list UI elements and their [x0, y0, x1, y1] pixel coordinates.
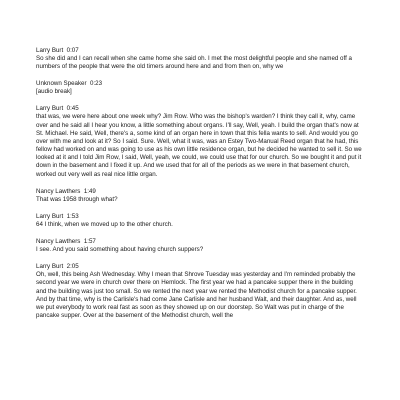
transcript-entry — [36, 188, 363, 204]
speaker-name: Larry Burt — [36, 263, 64, 271]
speaker-name: Larry Burt — [36, 105, 64, 113]
utterance-text: That was 1958 through what? — [36, 195, 118, 203]
speaker-line — [36, 47, 363, 55]
utterance-text: that was, we were here about one week why? Jim Row. Who was the bishop's warden? I think they call it, why, came over and he said all I hear you know, a little something about organs. I'll say, Well, yeah. I build the organ that's now at St. Michael. He said, Well, there's a, some kind of an organ here in town that this fella wants to sell. And would you go over with me and look at it? So I said. Sure. Well, what it was, was an Estey Two-Manual Reed organ that he had, this fellow had worked on and was going to use as his own little residence organ, but he decided he wanted to sell it. So we looked at it and I told Jim Row, I said, Well, yeah, we could, we could use that for our church. So we bought it and put it down in the basement and I fixed it up. And we used that for all of the periods as we were in that basement church, worked out very well as real nice little organ. — [36, 113, 362, 178]
timestamp: 1:53 — [66, 212, 79, 220]
utterance-text: [audio break] — [36, 88, 72, 96]
timestamp: 0:45 — [66, 105, 79, 113]
transcript-entry — [36, 238, 363, 254]
utterance-text: Oh, well, this being Ash Wednesday. Why I mean that Shrove Tuesday was yesterday and I'm reminded probably the second year we were in church over there on Hemlock. The first year we had a pancake supper there in the building and the building was just too small. So we rented the next year we rented the Methodist church for a pancake supper. And by that time, why is the Carlisle's had come Jane Carlisle and her husband Walt, and their daughter. And as, well we put everybody to work real fast as soon as they showed up on our doorstep. So Walt was put in charge of the pancake supper. Over at the basement of the Methodist church, well the — [36, 271, 357, 319]
timestamp: 2:05 — [66, 263, 79, 271]
transcript-entry — [36, 213, 363, 229]
timestamp: 1:49 — [83, 187, 96, 195]
speaker-name: Unknown Speaker — [36, 80, 87, 88]
transcript-entry — [36, 263, 363, 320]
utterance-text: 64 I think, when we moved up to the other church. — [36, 220, 173, 228]
transcript-entry — [36, 80, 363, 96]
timestamp: 0:07 — [66, 47, 79, 54]
speaker-name: Larry Burt — [36, 47, 64, 54]
speaker-line — [36, 80, 363, 88]
speaker-line — [36, 188, 363, 196]
speaker-line — [36, 213, 363, 221]
transcript-entry — [36, 105, 363, 178]
timestamp: 0:23 — [90, 80, 103, 88]
utterance-text: I see. And you said something about having church suppers? — [36, 246, 204, 254]
utterance-text: So she did and I can recall when she came home she said oh. I met the most delightful people and she named off a numbers of the people that were the old timers around here and and from then on, why we — [36, 55, 352, 71]
timestamp: 1:57 — [83, 238, 96, 246]
transcript-entry — [36, 47, 363, 71]
speaker-name: Nancy Lawthers — [36, 238, 81, 246]
speaker-line — [36, 238, 363, 246]
speaker-name: Nancy Lawthers — [36, 187, 81, 195]
speaker-line — [36, 105, 363, 113]
speaker-name: Larry Burt — [36, 212, 64, 220]
speaker-line — [36, 263, 363, 271]
